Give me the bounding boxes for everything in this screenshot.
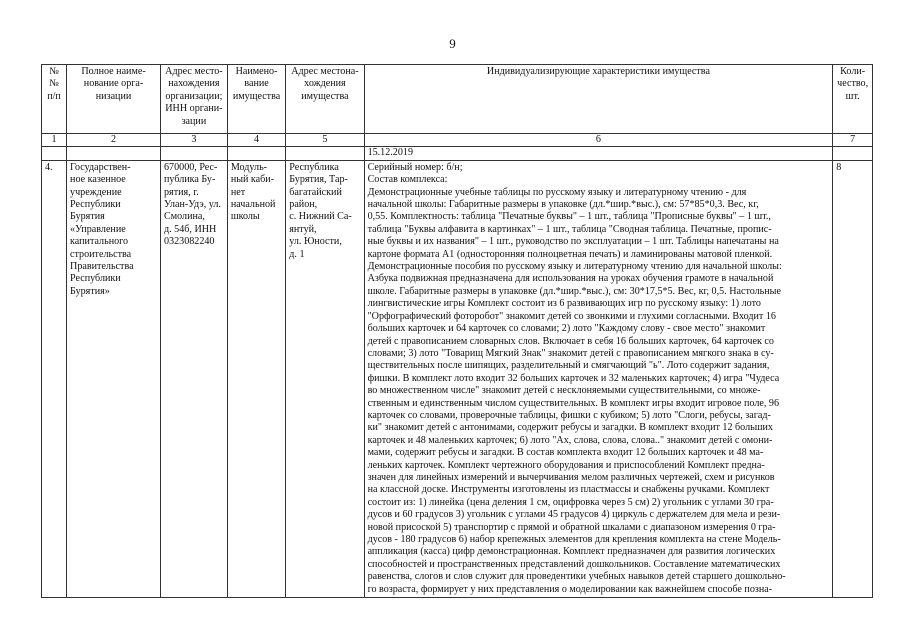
description-line: на классной доске. Инструменты изготовлены из пластмассы и снабжены ручками. Комплект — [367, 484, 770, 496]
description-line: леньких карточек. Комплект чертежного оборудования и приспособлений Комплект предна- — [367, 459, 765, 471]
header-property-name: Наимено- вание имущества — [227, 65, 285, 134]
description-line: фишки. В комплект лото входит 32 больших карточек и 32 маленьких карточек; 4) игра "Чудеса — [367, 372, 780, 384]
description-line: карточек и 48 маленьких карточек; 6) лото "Ах, слова, слова, слова.." знакомит детей с омони- — [367, 434, 773, 446]
description-line: ществительных после шипящих, разделительный и смягчающий "ь". Лото содержит задания, — [367, 360, 770, 372]
description-line: значен для линейных измерений и вычерчивания мелом различных чертежей, схем и рисунков — [367, 471, 775, 483]
property-characteristics — [364, 160, 833, 597]
description-line: таблица "Буквы алфавита в картинках" – 1 шт., таблица "Сводная таблица. Печатные, пропис- — [367, 223, 772, 235]
property-registry-table — [41, 64, 873, 598]
column-number: 3 — [161, 134, 228, 147]
description-line: Серийный номер: б/н; — [367, 161, 463, 173]
description-line: картоне формата А1 (односторонняя полноцветная печать) и ламинированы матовой пленкой. — [367, 248, 773, 260]
description-line: дусов - 180 градусов 6) набор крепежных элементов для крепления комплекта на стене Модель- — [367, 534, 781, 545]
header-characteristics: Индивидуализирующие характеристики имущества — [364, 65, 833, 134]
date-row — [42, 147, 873, 160]
description-line: дусов и 60 градусов 3) угольник с углами 45 градусов 4) циркуль с держателем для мела и рези- — [367, 509, 781, 521]
description-line: состоит из: 1) линейка (цена деления 1 см, оцифровка через 5 см) 2) угольник с углами 30 гра- — [367, 496, 774, 508]
description-line: детей с правописанием словарных слов. Включает в себя 16 больших карточек, 64 карточек со — [367, 335, 774, 347]
column-number: 2 — [67, 134, 161, 147]
property-name: Модуль- ный каби- нет начальной школы — [227, 160, 285, 597]
quantity: 8 — [833, 160, 873, 597]
row-number: 4. — [42, 160, 67, 597]
column-number: 4 — [227, 134, 285, 147]
description-line: словами; 3) лото "Товарищ Мягкий Знак" знакомит детей с правописанием мягкого знака в су- — [367, 347, 774, 359]
description-line: ки" знакомит детей с антонимами, содержит ребусы и загадки. В комплект входит 12 больших — [367, 422, 773, 434]
organization-address: 670000, Рес- публика Бу- рятия, г. Улан-Удэ, ул. Смолина, д. 54б, ИНН 0323082240 — [161, 160, 228, 597]
description-line: "Орфографический фоторобот" знакомит детей со звонкими и глухими согласными. Входит 16 — [367, 310, 776, 322]
header-organization-name: Полное наиме- нование орга- низации — [67, 65, 161, 134]
description-line: 0,55. Комплектность: таблица "Печатные буквы" – 1 шт., таблица "Прописные буквы" – 1 шт., — [367, 211, 771, 223]
description-line: Азбука подвижная предназначена для использования на уроках обучения грамоте в начальной — [367, 273, 774, 285]
column-number: 6 — [364, 134, 833, 147]
description-line: начальной школы: Габаритные размеры в упаковке (дл.*шир.*выс.), см: 57*85*0,3. Вес, кг, — [367, 199, 759, 211]
column-number: 7 — [833, 134, 873, 147]
column-number: 1 — [42, 134, 67, 147]
description-line: аппликация (касса) цифр демонстрационная. Комплект предназначен для развития логических — [367, 546, 776, 558]
date-cell: 15.12.2019 — [364, 147, 833, 160]
description-line: ственным и единственным числом существительных. В комплект игры входит игровое поле, 96 — [367, 397, 779, 409]
column-number-row — [42, 134, 873, 147]
description-line: равенства, слогов и слов служит для проведентики учебных навыков детей старшего дошкольно- — [367, 571, 786, 583]
description-line: карточек со словами, проверочные таблицы, фишки с кубиком; 5) лото "Слоги, ребусы, загад- — [367, 409, 771, 421]
description-line: способностей и пространственных представлений дошкольников. Составление математических — [367, 558, 781, 570]
header-property-address: Адрес местона- хождения имущества — [286, 65, 364, 134]
description-line: Демонстрационные пособия по русскому языку и литературному чтению для начальной школы: — [367, 261, 782, 273]
description-line: новой присоской 5) транспортир с прямой и обратной шкалами с диапазоном измерения 0 гра- — [367, 521, 776, 533]
table-row — [42, 160, 873, 597]
description-line: ные буквы и их названия" – 1 шт., руководство по эксплуатации – 1 шт. Таблицы напечатаны на — [367, 236, 779, 248]
header-row — [42, 65, 873, 134]
header-quantity: Коли- чество, шт. — [833, 65, 873, 134]
description-line: го возраста, формирует у них представления о моделировании как важнейшем способе позна- — [367, 583, 773, 595]
organization-name: Государствен- ное казенное учреждение Республики Бурятия «Управление капитального строительства Правительства Республики Бурятия» — [67, 160, 161, 597]
description-line: во множественном числе" знакомит детей с несклоняемыми существительными, со множе- — [367, 385, 761, 397]
description-line: Состав комплекса: — [367, 174, 448, 186]
description-line: лингвистические игры Комплект состоит из 6 развивающих игр по русскому языку: 1) лото — [367, 298, 761, 310]
description-line: школе. Габаритные размеры в упаковке (дл.*шир.*выс.), см: 30*17,5*5. Вес, кг, 0,5. Настольные — [367, 285, 781, 297]
property-address: Республика Бурятия, Тар- багатайский район, с. Нижний Са- янтуй, ул. Юности, д. 1 — [286, 160, 364, 597]
description-line: мами, содержит ребусы и загадки. В состав комплекта входит 12 больших карточек и 48 ма- — [367, 447, 764, 459]
header-row-number: № № п/п — [42, 65, 67, 134]
page-number: 9 — [449, 36, 456, 51]
description-line: больших карточек и 64 карточек со словами; 2) лото "Каждому слову - свое место" знакомит — [367, 323, 766, 335]
column-number: 5 — [286, 134, 364, 147]
header-organization-address: Адрес место- нахождения организации; ИНН органи- зации — [161, 65, 228, 134]
description-line: Демонстрационные учебные таблицы по русскому языку и литературному чтению - для — [367, 186, 747, 198]
